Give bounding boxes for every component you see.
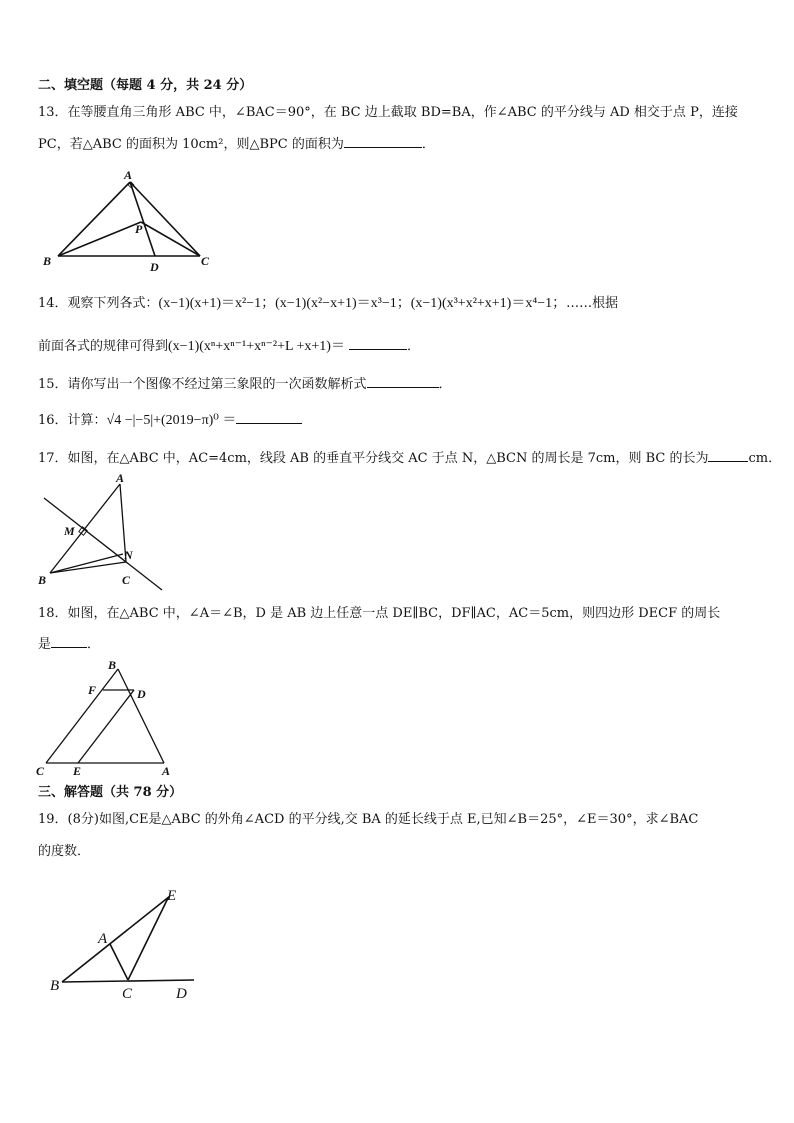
q19-label-B: B — [50, 978, 60, 994]
q19-label-C: C — [122, 986, 133, 1002]
q17-label-A: A — [116, 471, 125, 485]
q13-line1: 13．在等腰直角三角形 ABC 中，∠BAC＝90°，在 BC 边上截取 BD=BA，作∠ABC 的平分线与 AD 相交于点 P，连接 — [38, 105, 738, 120]
q18-answer-blank — [51, 636, 87, 648]
q14-line2-prefix: 前面各式的规律可得到 — [38, 339, 169, 354]
q19-line2: 的度数． — [38, 844, 91, 859]
q18-label-F: F — [88, 683, 97, 697]
q16-line — [38, 412, 302, 429]
q19-figure — [48, 884, 218, 1014]
q15-text: 15．请你写出一个图像不经过第三象限的一次函数解析式 — [38, 377, 367, 392]
q18-line2-text: 是 — [38, 637, 52, 652]
q13-label-A: A — [124, 168, 133, 182]
q18-label-C: C — [36, 764, 45, 778]
q17-line — [38, 450, 781, 467]
q18-label-D: D — [137, 687, 146, 701]
q17-text: 17．如图，在△ABC 中，AC=4cm，线段 AB 的垂直平分线交 AC 于点 N，△BCN 的周长是 7cm，则 BC 的长为 — [38, 451, 709, 466]
q13-line2 — [38, 136, 435, 153]
q13-end: ． — [421, 137, 435, 152]
q14-line1-suffix: ……根据 — [566, 296, 619, 311]
q14-expr2: (x−1)(x²−x+1)＝x³−1； — [275, 296, 411, 311]
q14-line2 — [38, 338, 420, 355]
q18-label-E: E — [73, 764, 82, 778]
section2-title: 二、填空题（每题 4 分，共 24 分） — [38, 78, 253, 93]
q17-label-C: C — [122, 573, 131, 587]
q19-label-D: D — [176, 986, 187, 1002]
q18-label-B: B — [108, 658, 117, 672]
q16-answer-blank — [236, 412, 302, 424]
q13-figure — [38, 168, 218, 274]
q18-line2 — [38, 636, 100, 653]
q18-figure — [36, 660, 186, 780]
q18-line1: 18．如图，在△ABC 中，∠A＝∠B，D 是 AB 边上任意一点 DE∥BC，DF∥AC，AC＝5cm，则四边形 DECF 的周长 — [38, 606, 721, 621]
q19-label-E: E — [167, 888, 177, 904]
q14-answer-blank — [349, 338, 407, 350]
q13-label-C: C — [201, 254, 210, 268]
q14-line1 — [38, 296, 618, 312]
q16-prefix: 16．计算： — [38, 413, 107, 428]
q17-figure — [38, 472, 178, 592]
q15-answer-blank — [367, 376, 439, 388]
q15-end: ． — [438, 377, 452, 392]
q17-unit: cm． — [748, 451, 782, 466]
q13-label-D: D — [150, 260, 159, 274]
q19-label-A: A — [98, 931, 108, 947]
q19-line1: 19．(8分)如图,CE是△ABC 的外角∠ACD 的平分线,交 BA 的延长线于点 E,已知∠B＝25°，∠E＝30°，求∠BAC — [38, 812, 699, 827]
section3-title: 三、解答题（共 78 分） — [38, 785, 183, 800]
q13-line2-text: PC，若△ABC 的面积为 10cm²，则△BPC 的面积为 — [38, 137, 344, 152]
q14-end: ． — [406, 339, 420, 354]
q17-label-N: N — [124, 548, 133, 562]
q18-label-A: A — [162, 764, 171, 778]
q17-label-B: B — [38, 573, 47, 587]
q14-expr4: (x−1)(xⁿ+xⁿ⁻¹+xⁿ⁻²+L +x+1)＝ — [168, 339, 345, 354]
q15-line — [38, 376, 452, 393]
q13-label-P: P — [135, 222, 143, 236]
q18-end: ． — [87, 637, 101, 652]
q14-expr3: (x−1)(x³+x²+x+1)＝x⁴−1； — [410, 296, 567, 311]
q16-expr: √4 −|−5|+(2019−π)⁰ ＝ — [106, 413, 237, 428]
q17-label-M: M — [64, 524, 75, 538]
q13-answer-blank — [344, 136, 422, 148]
q14-line1-prefix: 14．观察下列各式： — [38, 296, 159, 311]
q13-label-B: B — [43, 254, 52, 268]
q14-expr1: (x−1)(x+1)＝x²−1； — [158, 296, 276, 311]
q17-answer-blank — [708, 450, 748, 462]
